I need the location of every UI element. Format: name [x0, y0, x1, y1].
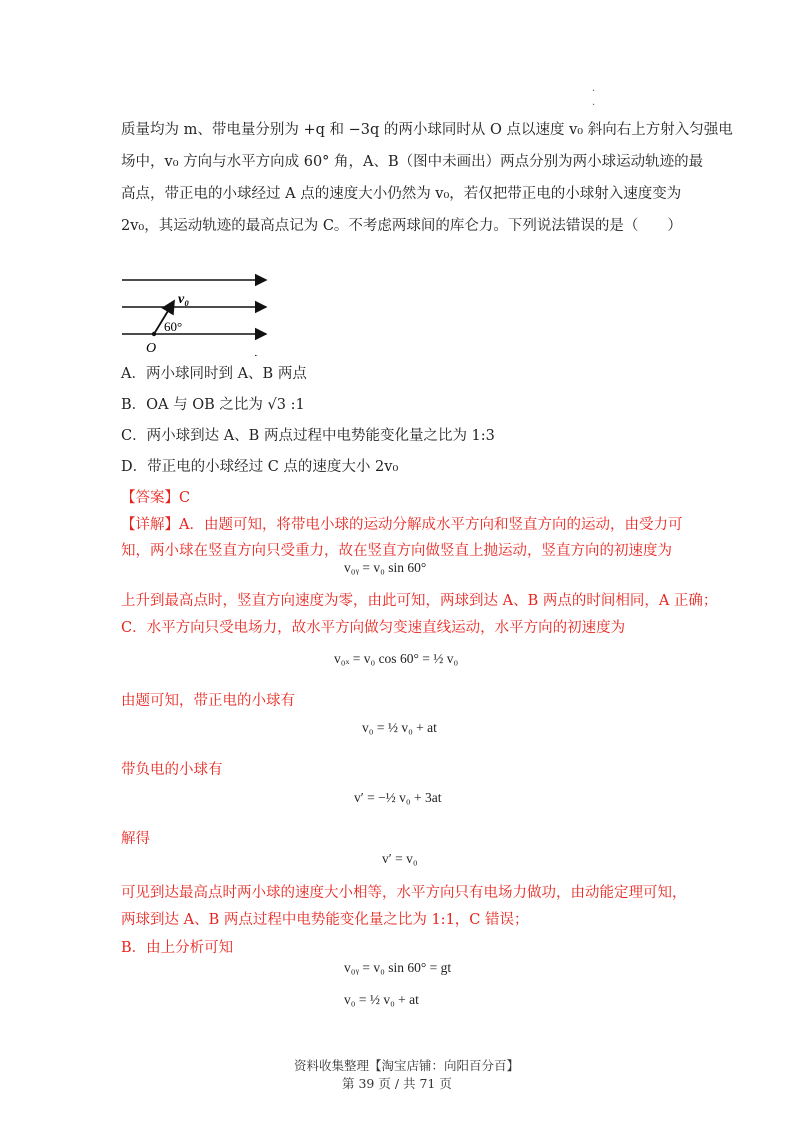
option-d: D．带正电的小球经过 C 点的速度大小 2v₀ — [121, 459, 399, 475]
problem-line: 场中，v₀ 方向与水平方向成 60° 角，A、B（图中未画出）两点分别为两小球运动轨迹的最 — [121, 154, 704, 170]
option-a: A．两小球同时到 A、B 两点 — [121, 366, 307, 382]
solution-text: 带负电的小球有 — [121, 762, 223, 778]
solution-text: 【详解】A．由题可知，将带电小球的运动分解成水平方向和竖直方向的运动，由受力可 — [121, 517, 683, 533]
footer-source: 资料收集整理【淘宝店铺：向阳百分百】 — [294, 1058, 520, 1073]
equation: v′ = −½ v₀ + 3at — [354, 790, 442, 805]
velocity-label: v₀ — [178, 292, 190, 307]
equation: v′ = v₀ — [382, 851, 418, 866]
solution-text: 解得 — [121, 831, 150, 847]
equation: v₀ₓ = v₀ cos 60° = ½ v₀ — [334, 651, 459, 666]
problem-line: 2v₀，其运动轨迹的最高点记为 C。不考虑两球间的库仑力。下列说法错误的是（ ） — [121, 218, 682, 234]
scan-mark: · — [592, 100, 596, 111]
solution-text: 由题可知，带正电的小球有 — [121, 693, 295, 709]
equation: v₀ = ½ v₀ + at — [362, 720, 437, 735]
problem-line: 高点，带正电的小球经过 A 点的速度大小仍然为 v₀，若仅把带正电的小球射入速度变为 — [121, 186, 682, 202]
option-b: B．OA 与 OB 之比为 √3 :1 — [121, 397, 305, 413]
solution-text: 上升到最高点时，竖直方向速度为零，由此可知，两球到达 A、B 两点的时间相同，A 正确； — [121, 593, 718, 609]
origin-label: O — [146, 341, 157, 356]
option-c: C．两小球到达 A、B 两点过程中电势能变化量之比为 1:3 — [121, 428, 495, 444]
solution-text: 知，两小球在竖直方向只受重力，故在竖直方向做竖直上抛运动，竖直方向的初速度为 — [121, 543, 672, 559]
solution-text: C．水平方向只受电场力，故水平方向做匀变速直线运动，水平方向的初速度为 — [121, 620, 626, 636]
equation: v₀ᵧ = v₀ sin 60° — [344, 560, 427, 575]
origin-point — [152, 332, 156, 336]
page-number: 第 39 页 / 共 71 页 — [342, 1076, 452, 1091]
angle-label: 60° — [164, 319, 183, 334]
solution-text: 可见到达最高点时两小球的速度大小相等，水平方向只有电场力做功，由动能定理可知， — [121, 885, 687, 901]
solution-text: 两球到达 A、B 两点过程中电势能变化量之比为 1:1，C 错误； — [121, 912, 529, 928]
electric-field-diagram — [118, 268, 278, 356]
answer-label: 【答案】C — [121, 490, 191, 506]
scan-mark: · — [592, 86, 596, 97]
equation: v₀ᵧ = v₀ sin 60° = gt — [344, 960, 452, 975]
solution-text: B．由上分析可知 — [121, 940, 234, 956]
problem-line: 质量均为 m、带电量分别为 +q 和 −3q 的两小球同时从 O 点以速度 v₀ 斜向右上方射入匀强电 — [121, 122, 733, 138]
equation: v₀ = ½ v₀ + at — [344, 992, 419, 1007]
